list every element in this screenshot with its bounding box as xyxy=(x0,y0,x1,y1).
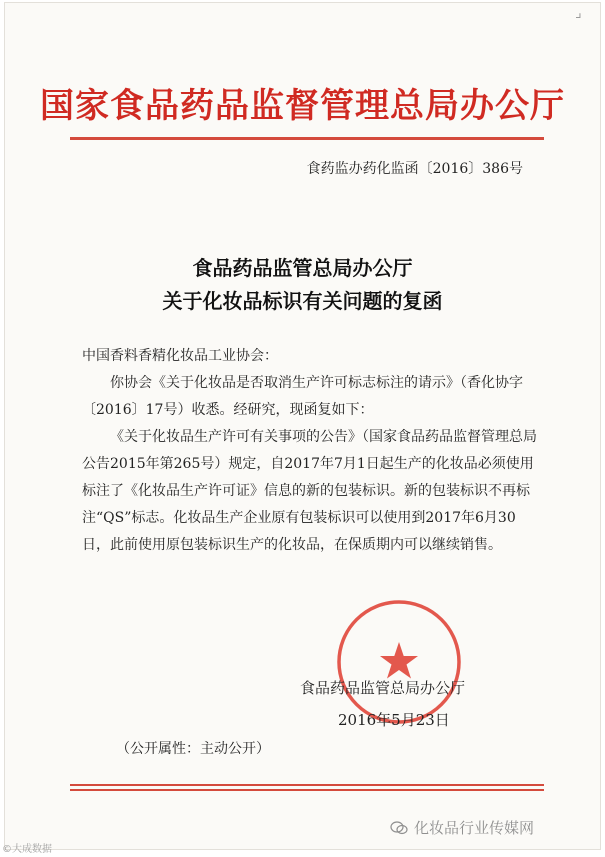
letterhead-title: 国家食品药品监督管理总局办公厅 xyxy=(40,86,565,126)
watermark-source xyxy=(390,817,534,838)
document-number: 食药监办药化监函〔2016〕386号 xyxy=(306,161,523,177)
paragraph-1: 你协会《关于化妆品是否取消生产许可标志标注的请示》（香化协字〔2016〕17号）收悉。经研究，现函复如下： xyxy=(82,375,523,418)
footer-rule-bottom xyxy=(70,789,544,791)
document-body xyxy=(82,343,542,559)
watermark-source-text: 化妆品行业传媒网 xyxy=(414,819,535,837)
wechat-icon xyxy=(390,821,408,835)
letterhead-rule xyxy=(70,137,544,140)
document-title-line1: 食品药品监管总局办公厅 xyxy=(192,256,413,280)
signature-office: 食品药品监管总局办公厅 xyxy=(300,679,466,697)
watermark-left: ©大成数据 xyxy=(2,844,52,855)
signature-date: 2016年5月23日 xyxy=(338,711,450,729)
official-seal xyxy=(335,598,463,726)
document-title-line2: 关于化妆品标识有关问题的复函 xyxy=(162,289,443,313)
corner-bracket-icon: ⌟ xyxy=(575,5,582,21)
public-attribute: （公开属性：主动公开） xyxy=(116,741,270,757)
addressee: 中国香料香精化妆品工业协会： xyxy=(82,348,278,364)
footer-rule-top xyxy=(70,784,544,786)
paragraph-2: 《关于化妆品生产许可有关事项的公告》（国家食品药品监督管理总局公告2015年第265号）规定，自2017年7月1日起生产的化妆品必须使用标注了《化妆品生产许可证》信息的新的包装标识。新的包装标识不再标注“QS”标志。化妆品生产企业原有包装标识可以使用到2017年6月30日，此前使用原包装标识生产的化妆品，在保质期内可以继续销售。 xyxy=(82,429,537,553)
